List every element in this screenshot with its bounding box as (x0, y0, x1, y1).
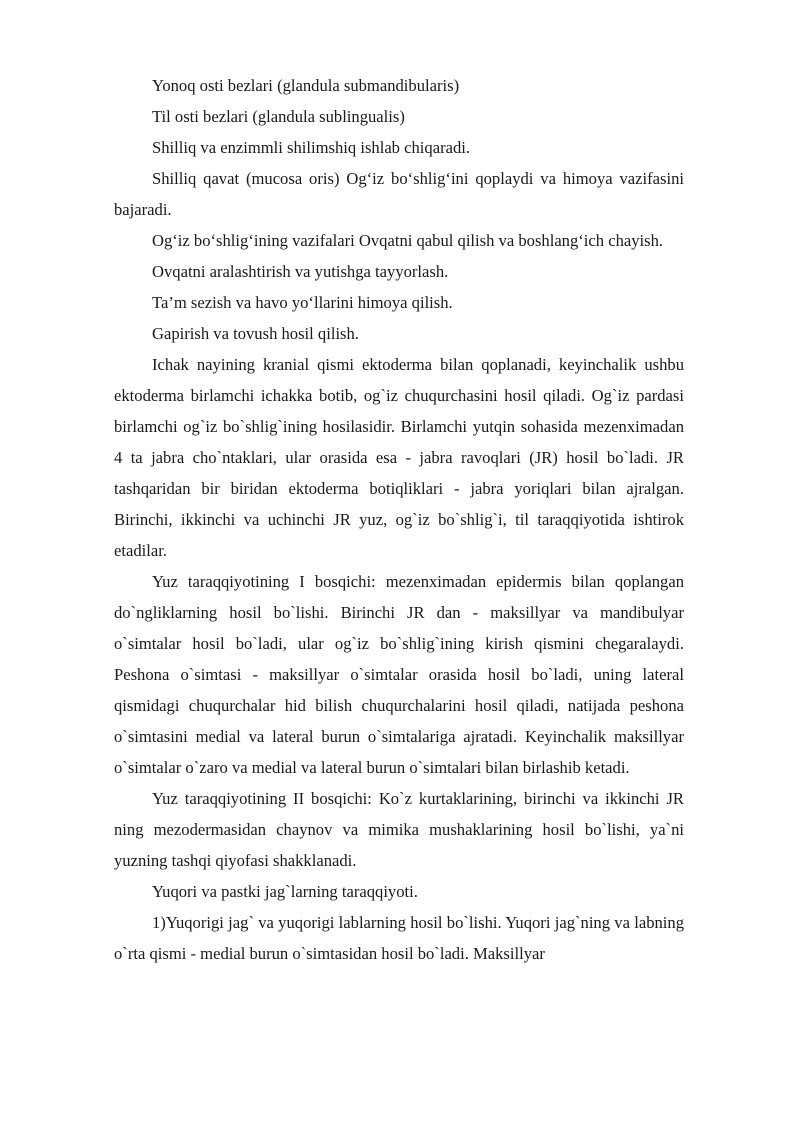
paragraph-mucosa-oris: Shilliq qavat (mucosa oris) Og‘iz bo‘shlig‘ini qoplaydi va himoya vazifasini bajaradi. (114, 169, 684, 219)
paragraph-face-development-stage-1: Yuz taraqqiyotining I bosqichi: mezenximadan epidermis bilan qoplangan do`ngliklarning hosil bo`lishi. Birinchi JR dan - maksillyar va mandibulyar o`simtalar hosil bo`ladi, ular og`iz bo`shlig`ining kirish qismini chegaralaydi. Peshona o`simtasi - maksillyar o`simtalar orasida hosil bo`ladi, uning lateral qismidagi chuqurchalar hid bilish chuqurchalarini hosil qiladi, natijada peshona o`simtasini medial va lateral burun o`simtalariga ajratadi. Keyinchalik maksillyar o`simtalar o`zaro va medial va lateral burun o`simtalari bilan birlashib ketadi. (114, 572, 684, 777)
paragraph-submandibular-glands: Yonoq osti bezlari (glandula submandibularis) (152, 76, 460, 95)
paragraph-face-development-stage-2: Yuz taraqqiyotining II bosqichi: Ko`z kurtaklarining, birinchi va ikkinchi JR ning mezodermasidan chaynov va mimika mushaklarining hosil bo`lishi, ya`ni yuzning tashqi qiyofasi shakklanadi. (114, 789, 684, 870)
paragraph-food-mixing: Ovqatni aralashtirish va yutishga tayyorlash. (152, 262, 449, 281)
paragraph-jaw-development-heading: Yuqori va pastki jag`larning taraqqiyoti. (152, 882, 418, 901)
document-body (114, 70, 684, 969)
paragraph-upper-jaw-formation: 1)Yuqorigi jag` va yuqorigi lablarning hosil bo`lishi. Yuqori jag`ning va labning o`rta qismi - medial burun o`simtasidan hosil bo`ladi. Maksillyar (114, 913, 684, 963)
paragraph-oral-cavity-functions: Og‘iz bo‘shlig‘ining vazifalari Ovqatni qabul qilish va boshlang‘ich chayish. (152, 231, 664, 250)
paragraph-intestinal-tube: Ichak nayining kranial qismi ektoderma bilan qoplanadi, keyinchalik ushbu ektoderma birlamchi ichakka botib, og`iz chuqurchasini hosil qiladi. Og`iz pardasi birlamchi og`iz bo`shlig`ining hosilasidir. Birlamchi yutqin sohasida mezenximadan 4 ta jabra cho`ntaklari, ular orasida esa - jabra ravoqlari (JR) hosil bo`ladi. JR tashqaridan bir biridan ektoderma botiqliklari - jabra yoriqlari bilan ajralgan. Birinchi, ikkinchi va uchinchi JR yuz, og`iz bo`shlig`i, til taraqqiyotida ishtirok etadilar. (114, 355, 684, 560)
paragraph-mucus-secretion: Shilliq va enzimmli shilimshiq ishlab chiqaradi. (152, 138, 471, 157)
paragraph-taste-sensing: Ta’m sezish va havo yo‘llarini himoya qilish. (152, 293, 453, 312)
paragraph-sublingual-glands: Til osti bezlari (glandula sublingualis) (152, 107, 405, 126)
paragraph-speech: Gapirish va tovush hosil qilish. (152, 324, 359, 343)
